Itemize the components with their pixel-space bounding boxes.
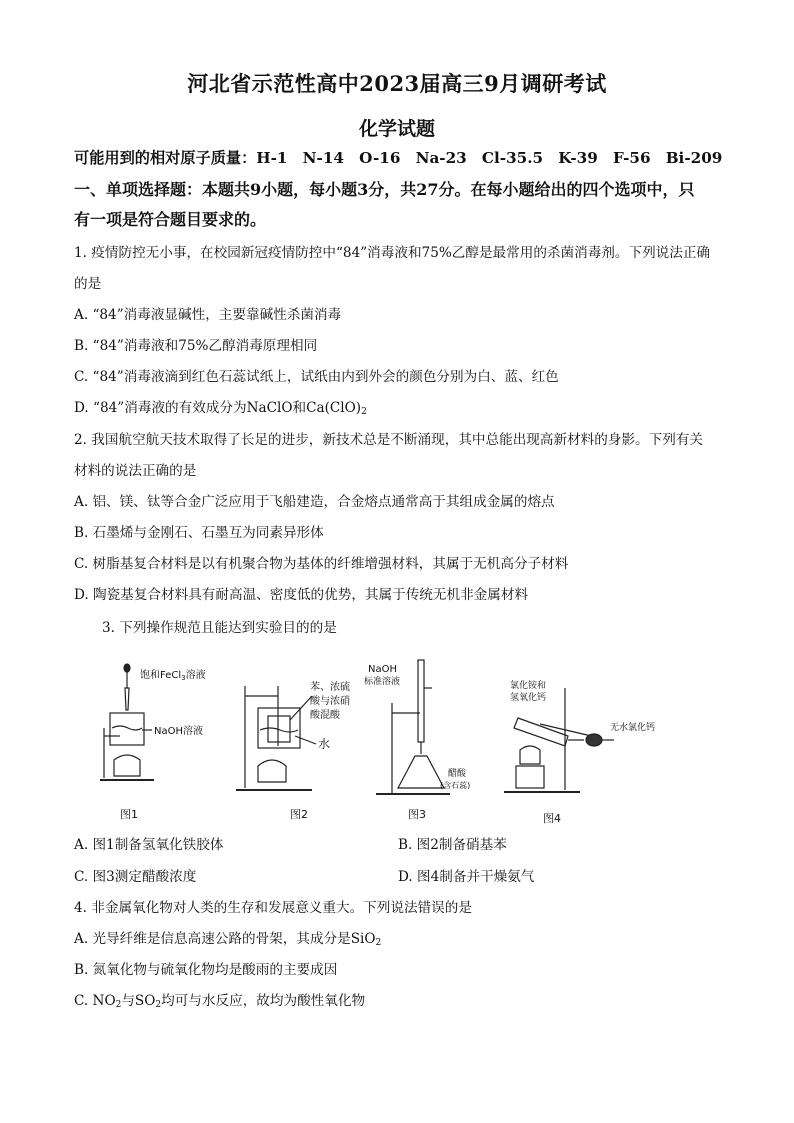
q4-option-c-part1: C. NO [74,993,116,1009]
fig4-apparatus [504,688,614,792]
fig2-caption: 图2 [290,808,308,821]
q1-option-d [74,398,367,422]
fig2-label-b: 酸与浓硝 [310,696,350,707]
q2-option-d: D. 陶瓷基复合材料具有耐高温、密度低的优势，其属于传统无机非金属材料 [74,587,529,603]
q4-option-b: B. 氮氧化物与硫氧化物均是酸雨的主要成因 [74,962,338,978]
q3-option-b: B. 图2制备硝基苯 [398,837,507,853]
fig3-flask-a: 醋酸 [448,769,467,779]
q1-option-c: C. “84”消毒液滴到红色石蕊试纸上，试纸由内到外会的颜色分别为白、蓝、红色 [74,369,559,385]
exam-title: 河北省示范性高中2023届高三9月调研考试 [187,71,607,96]
q1-option-a: A. “84”消毒液显碱性，主要靠碱性杀菌消毒 [74,307,342,323]
q3-option-d: D. 图4制备并干燥氨气 [398,869,535,885]
q4-option-c-part3: 均可与水反应，故均为酸性氧化物 [161,993,366,1009]
fig3-label-a: NaOH [368,664,397,675]
q4-stem: 4. 非金属氧化物对人类的生存和发展意义重大。下列说法错误的是 [74,900,472,916]
fig1-apparatus [100,664,154,780]
q3-figure [100,658,700,828]
q4-option-c-part2: 与SO [121,993,156,1009]
q3-stem: 3. 下列操作规范且能达到实验目的的是 [102,620,337,636]
fig1-label: 饱和FeCl$_3$溶液 [140,670,206,682]
fig4-label-b: 氢氧化钙 [510,693,547,703]
q2-stem-line1: 2. 我国航空航天技术取得了长足的进步，新技术总是不断涌现，其中总能出现高新材料的身影。下列有关 [74,432,704,448]
q4-option-c-sub1: 2 [115,1000,122,1010]
q4-option-c [74,991,365,1015]
fig4-dryer-label: 无水氯化钙 [610,723,656,733]
exam-subtitle: 化学试题 [358,118,435,140]
q2-option-b: B. 石墨烯与金刚石、石墨互为同素异形体 [74,525,324,541]
fig3-flask-b: (含石蕊) [440,781,471,790]
q4-option-a [74,929,381,953]
q1-stem-line2: 的是 [74,276,102,292]
q2-option-a: A. 铝、镁、钛等合金广泛应用于飞船建造，合金熔点通常高于其组成金属的熔点 [74,494,555,510]
q4-option-a-text: A. 光导纤维是信息高速公路的骨架，其成分是SiO [74,931,376,947]
fig4-label-a: 氯化铵和 [510,681,547,691]
fig1-caption: 图1 [120,808,138,821]
fig2-label-a: 苯、浓硫 [310,682,350,693]
q4-option-a-sub: 2 [375,938,382,948]
q1-option-d-text: D. “84”消毒液的有效成分为NaClO和Ca(ClO) [74,400,362,416]
fig1-beaker-label: NaOH溶液 [154,726,203,737]
section-heading-line2: 有一项是符合题目要求的。 [74,210,267,229]
fig3-label-b: 标准溶液 [364,677,401,687]
q2-stem-line2: 材料的说法正确的是 [74,463,197,479]
q1-stem-line1: 1. 疫情防控无小事，在校园新冠疫情防控中“84”消毒液和75%乙醇是最常用的杀菌消毒剂。下列说法正确 [74,245,711,261]
q2-option-c: C. 树脂基复合材料是以有机聚合物为基体的纤维增强材料，其属于无机高分子材料 [74,556,569,572]
fig2-apparatus [236,686,316,790]
q4-option-c-sub2: 2 [155,1000,162,1010]
fig2-water-label: 水 [318,737,331,751]
q1-option-d-sub: 2 [361,407,367,417]
apparatus-diagram [100,658,700,828]
q3-option-a: A. 图1制备氢氧化铁胶体 [74,837,224,853]
fig2-label-c: 酸混酸 [310,710,340,721]
q1-option-b: B. “84”消毒液和75%乙醇消毒原理相同 [74,338,318,354]
q3-option-c: C. 图3测定醋酸浓度 [74,869,197,885]
atomic-masses: 可能用到的相对原子质量：H-1 N-14 O-16 Na-23 Cl-35.5 K-39 F-56 Bi-209 [74,149,723,167]
section-heading-line1: 一、单项选择题：本题共9小题，每小题3分，共27分。在每小题给出的四个选项中，只 [74,180,695,199]
fig4-caption: 图4 [543,812,561,825]
fig3-caption: 图3 [408,808,426,821]
